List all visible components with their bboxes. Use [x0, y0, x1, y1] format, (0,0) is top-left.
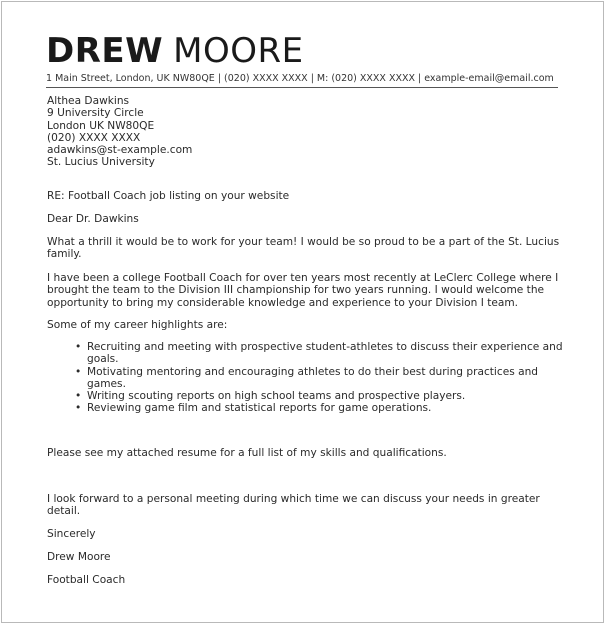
recipient-email: adawkins@st-example.com: [47, 144, 193, 157]
sender-name-heading: [46, 33, 304, 69]
recipient-address-line-2: London UK NW80QE: [47, 119, 155, 132]
list-item: [47, 341, 567, 366]
paragraph-resume: Please see my attached resume for a full list of my skills and qualifications.: [47, 447, 447, 459]
recipient-organization: St. Lucius University: [47, 156, 155, 169]
recipient-phone: (020) XXXX XXXX: [47, 131, 141, 144]
paragraph-experience: I have been a college Football Coach for over ten years most recently at LeClerc College where I brought the team to the Division III championship for two years running. I would welcome the opportunity to bring my considerable knowledge and experience to your Division I team.: [47, 272, 559, 309]
list-item: [47, 402, 567, 414]
recipient-block: [47, 95, 567, 169]
highlight-text: Recruiting and meeting with prospective student-athletes to discuss their experience and goals.: [87, 341, 563, 366]
subject-line: RE: Football Coach job listing on your website: [47, 190, 290, 202]
closing: Sincerely: [47, 528, 96, 540]
highlights-intro: Some of my career highlights are:: [47, 319, 228, 331]
sender-contact-line: 1 Main Street, London, UK NW80QE | (020) XXXX XXXX | M: (020) XXXX XXXX | example-email@email.com: [46, 73, 554, 84]
list-item: [47, 390, 567, 402]
bullet-icon: •: [75, 390, 82, 403]
signer-name: Drew Moore: [47, 551, 111, 563]
highlight-text: Reviewing game film and statistical reports for game operations.: [87, 402, 432, 415]
header-divider: [46, 87, 558, 88]
bullet-icon: •: [75, 402, 82, 415]
recipient-address-line-1: 9 University Circle: [47, 107, 144, 120]
highlight-text: Writing scouting reports on high school teams and prospective players.: [87, 390, 466, 403]
paragraph-intro: What a thrill it would be to work for your team! I would be so proud to be a part of the St. Lucius family.: [47, 236, 560, 261]
salutation: Dear Dr. Dawkins: [47, 213, 139, 225]
bullet-icon: •: [75, 341, 82, 353]
paragraph-closing: I look forward to a personal meeting during which time we can discuss your needs in greater detail.: [47, 493, 540, 518]
recipient-name: Althea Dawkins: [47, 95, 130, 107]
signer-title: Football Coach: [47, 574, 126, 586]
highlight-text: Motivating mentoring and encouraging athletes to do their best during practices and games.: [87, 365, 539, 390]
letter-page: [1, 1, 604, 623]
sender-first-name: DREW: [46, 31, 164, 71]
highlights-list: [47, 341, 567, 415]
sender-last-name: MOORE: [173, 31, 304, 71]
bullet-icon: •: [75, 365, 82, 378]
list-item: [47, 366, 567, 391]
